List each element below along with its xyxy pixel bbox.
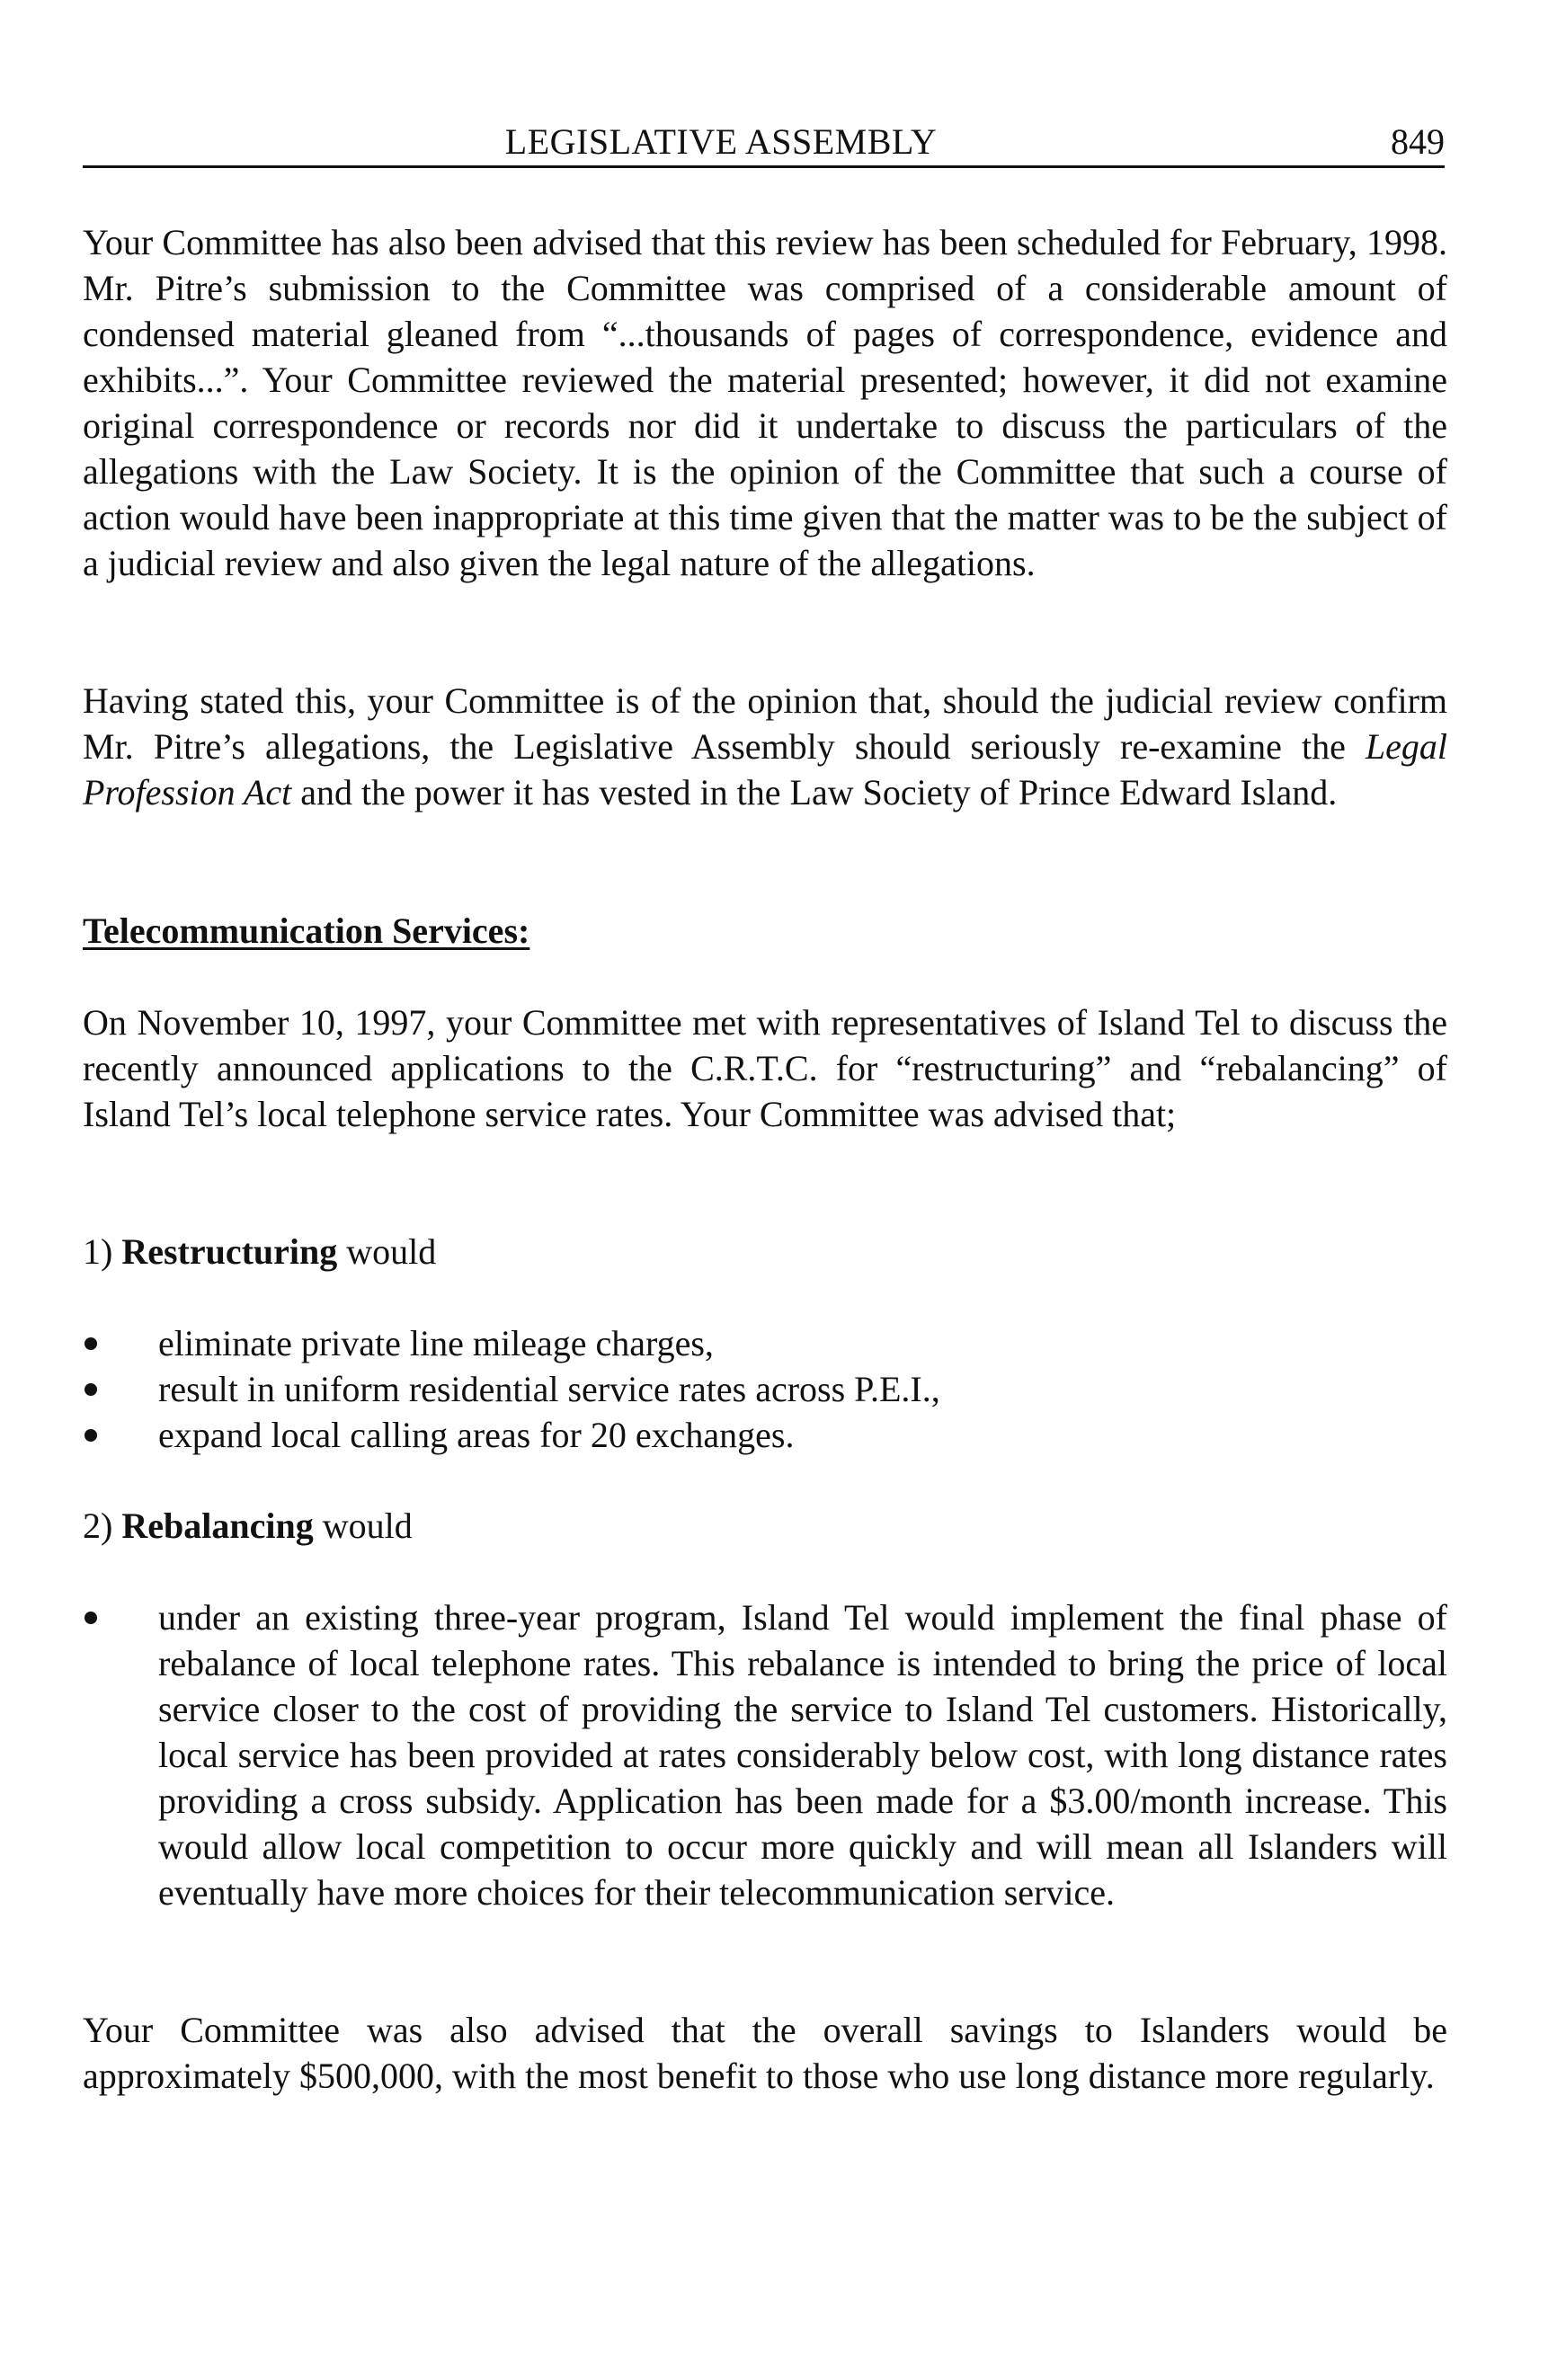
item-number: 1): [83, 1231, 113, 1272]
list-item: [83, 1412, 1447, 1458]
restructuring-bullet-list: [83, 1320, 1447, 1458]
running-header: [83, 119, 1445, 168]
item-term: Restructuring: [121, 1231, 338, 1272]
paragraph-text-before: Having stated this, your Committee is of the opinion that, should the judicial review confirm Mr. Pitre’s allegations, the Legislative Assembly should seriously re-examine the: [83, 680, 1447, 767]
bullet-icon: [85, 1429, 97, 1442]
list-item-text: result in uniform residential service rates across P.E.I.,: [158, 1369, 940, 1409]
item-term: Rebalancing: [121, 1505, 314, 1546]
paragraph-legal-profession-act: [83, 678, 1447, 815]
list-item-text: under an existing three-year program, Island Tel would implement the final phase of rebalance of local telephone rates. This rebalance is intended to bring the price of local service closer to the cost of providing the service to Island Tel customers. Historically, local service has been provided at rates considerably below cost, with long distance rates providing a cross subsidy. Application has been made for a $3.00/month increase. This would allow local competition to occur more quickly and will mean all Islanders will eventually have more choices for their telecommunication service.: [158, 1597, 1447, 1913]
rebalancing-bullet-list: [83, 1594, 1447, 1915]
list-item: [83, 1594, 1447, 1915]
list-item-text: eliminate private line mileage charges,: [158, 1323, 714, 1363]
paragraph-review-scheduled: Your Committee has also been advised that this review has been scheduled for February, 1998. Mr. Pitre’s submission to the Committee was comprised of a considerable amount of condensed material gleaned from “...thousands of pages of correspondence, evidence and exhibits...”. Your Committee reviewed the material presented; however, it did not examine original correspondence or records nor did it undertake to discuss the particulars of the allegations with the Law Society. It is the opinion of the Committee that such a course of action would have been inappropriate at this time given that the matter was to be the subject of a judicial review and also given the legal nature of the allegations.: [83, 222, 1447, 583]
restructuring-heading: [83, 1229, 436, 1274]
running-title: LEGISLATIVE ASSEMBLY: [504, 121, 938, 162]
page-number: 849: [1391, 121, 1445, 162]
list-item-text: expand local calling areas for 20 exchanges.: [158, 1415, 795, 1455]
section-heading-telecommunication: Telecommunication Services:: [83, 910, 530, 951]
act-title: Legal Profession Act: [83, 726, 1447, 813]
paragraph-overall-savings: Your Committee was also advised that the overall savings to Islanders would be approximately $500,000, with the most benefit to those who use long distance more regularly.: [83, 2010, 1447, 2096]
bullet-icon: [85, 1383, 97, 1396]
bullet-icon: [85, 1337, 97, 1350]
list-item: [83, 1320, 1447, 1366]
rebalancing-heading: [83, 1503, 413, 1549]
paragraph-text-after: and the power it has vested in the Law Society of Prince Edward Island.: [291, 772, 1338, 813]
item-suffix: would: [337, 1231, 437, 1272]
paragraph-island-tel-meeting: On November 10, 1997, your Committee met with representatives of Island Tel to discuss the recently announced applications to the C.R.T.C. for “restructuring” and “rebalancing” of Island Tel’s local telephone service rates. Your Committee was advised that;: [83, 1002, 1447, 1134]
item-number: 2): [83, 1505, 113, 1546]
list-item: [83, 1366, 1447, 1412]
item-suffix: would: [313, 1505, 413, 1546]
bullet-icon: [85, 1612, 97, 1624]
